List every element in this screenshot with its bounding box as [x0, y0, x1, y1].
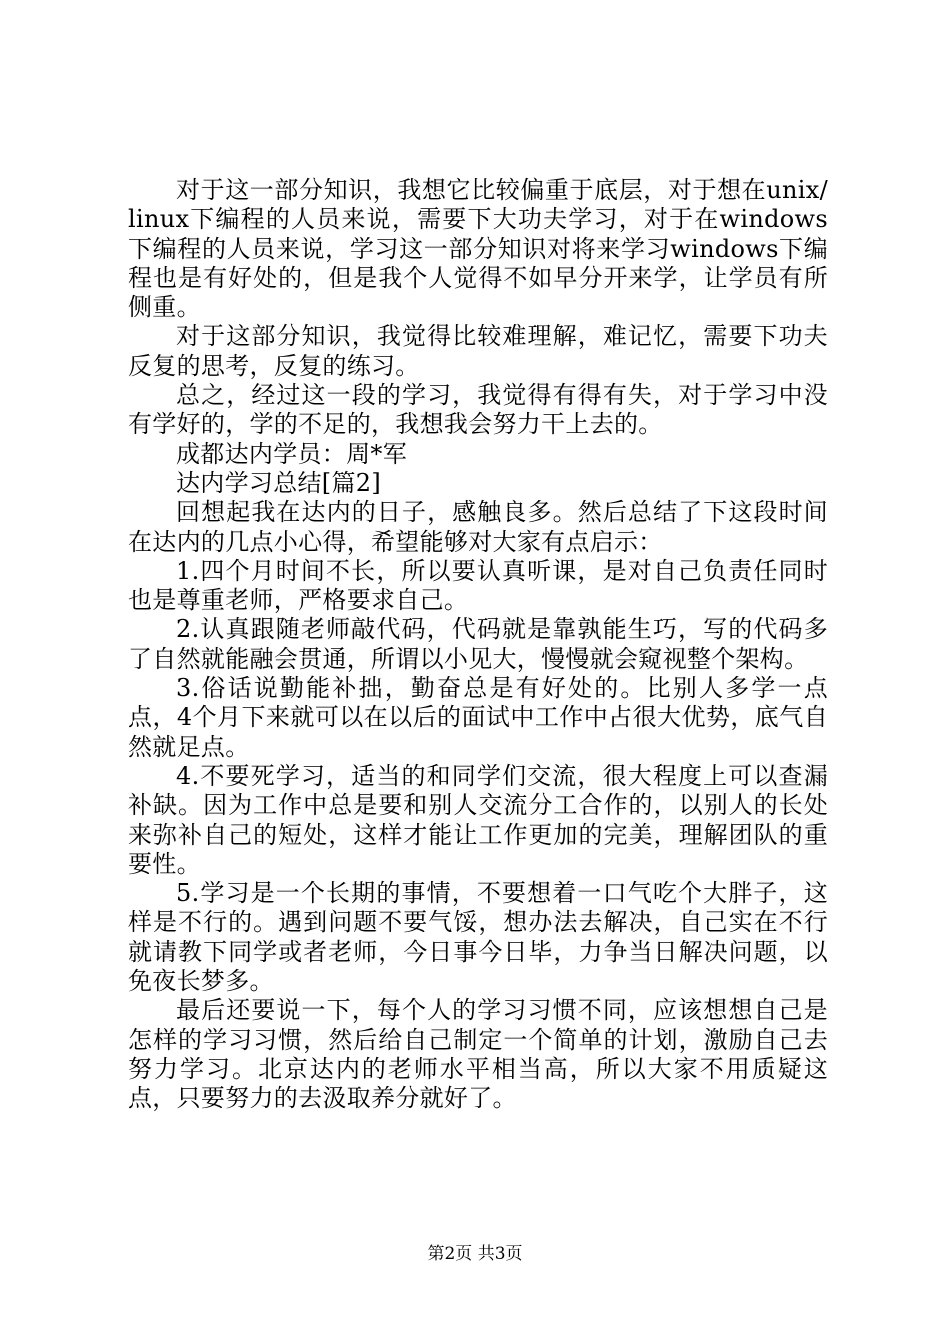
section-heading: 达内学习总结[篇2] [176, 468, 381, 497]
list-item: 5.学习是一个长期的事情，不要想着一口气吃个大胖子，这样是不行的。遇到问题不要气馁，想办法去解决，自己实在不行就请教下同学或者老师，今日事今日毕，力争当日解决问题，以免夜长梦多。 [128, 879, 828, 996]
paragraph: 总之，经过这一段的学习，我觉得有得有失，对于学习中没有学好的，学的不足的，我想我会努力干上去的。 [128, 381, 828, 439]
author-line: 成都达内学员：周*军 [176, 439, 407, 468]
page-footer: 第2页 共3页 [427, 1244, 523, 1264]
list-item: 2.认真跟随老师敲代码，代码就是靠孰能生巧，写的代码多了自然就能融会贯通，所谓以小见大，慢慢就会窥视整个架构。 [128, 615, 828, 673]
list-item: 3.俗话说勤能补拙，勤奋总是有好处的。比别人多学一点点，4个月下来就可以在以后的面试中工作中占很大优势，底气自然就足点。 [128, 674, 828, 761]
list-item: 4.不要死学习，适当的和同学们交流，很大程度上可以查漏补缺。因为工作中总是要和别人交流分工合作的，以别人的长处来弥补自己的短处，这样才能让工作更加的完美，理解团队的重要性。 [128, 761, 828, 878]
document-body [128, 176, 828, 1114]
paragraph: 回想起我在达内的日子，感触良多。然后总结了下这段时间在达内的几点小心得，希望能够对大家有点启示： [128, 498, 828, 556]
list-item: 1.四个月时间不长，所以要认真听课，是对自己负责任同时也是尊重老师，严格要求自己。 [128, 556, 828, 615]
paragraph: 最后还要说一下，每个人的学习习惯不同，应该想想自己是怎样的学习习惯，然后给自己制定一个简单的计划，激励自己去努力学习。北京达内的老师水平相当高，所以大家不用质疑这点，只要努力的去汲取养分就好了。 [128, 996, 828, 1113]
paragraph: 对于这部分知识，我觉得比较难理解，难记忆，需要下功夫反复的思考，反复的练习。 [128, 322, 828, 380]
paragraph: 对于这一部分知识，我想它比较偏重于底层，对于想在unix/linux下编程的人员来说，需要下大功夫学习，对于在windows下编程的人员来说，学习这一部分知识对将来学习windows下编程也是有好处的，但是我个人觉得不如早分开来学，让学员有所侧重。 [128, 176, 828, 322]
